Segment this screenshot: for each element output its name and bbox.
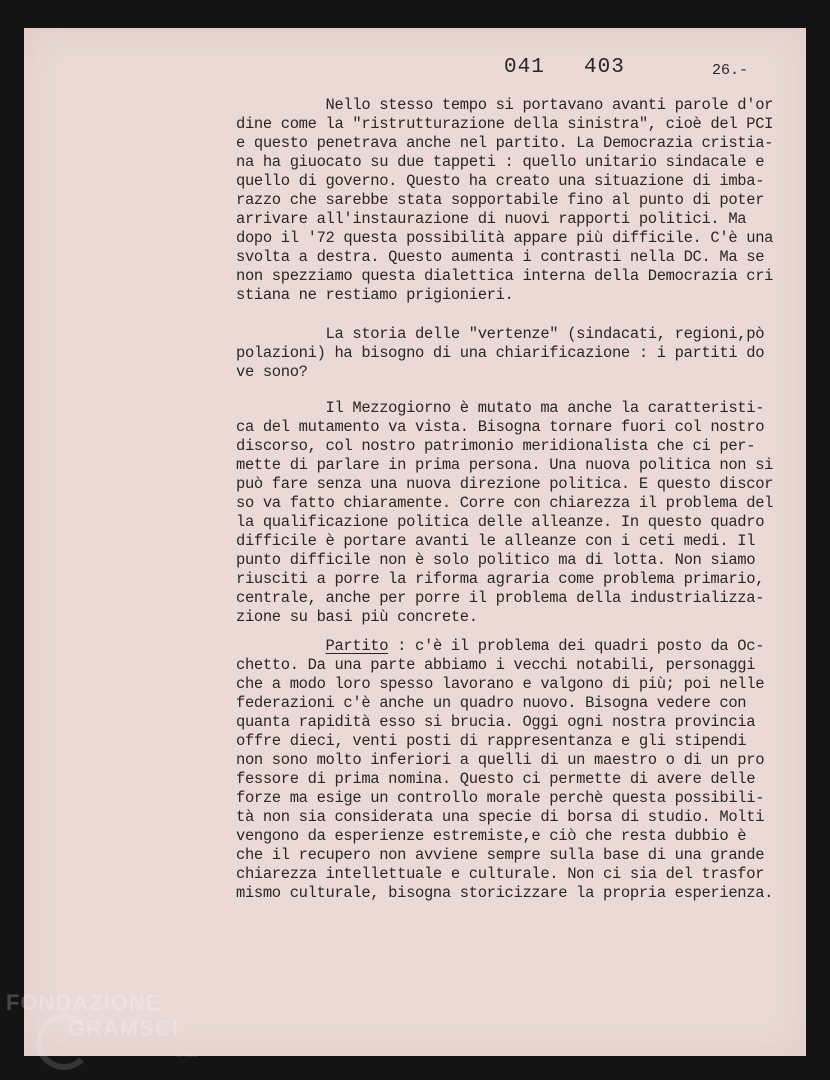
text-line: tà non sia considerata una specie di borsa di studio. Molti <box>236 808 765 826</box>
text-line: zione su basi più concrete. <box>236 608 478 626</box>
text-line: razzo che sarebbe stata sopportabile fino al punto di poter <box>236 191 765 209</box>
text-line: discorso, col nostro patrimonio meridionalista che ci per- <box>236 437 756 455</box>
text-line: riusciti a porre la riforma agraria come problema primario, <box>236 570 765 588</box>
text-line: non sono molto inferiori a quelli di un maestro o di un pro <box>236 751 765 769</box>
text-line: dopo il '72 questa possibilità appare più difficile. C'è una <box>236 229 774 247</box>
watermark-line-1: FONDAZIONE <box>6 990 162 1015</box>
text-line: la qualificazione politica delle alleanze. In questo quadro <box>236 513 765 531</box>
text-line: Il Mezzogiorno è mutato ma anche la caratteristi- <box>236 399 765 417</box>
text-line: quello di governo. Questo ha creato una situazione di imba- <box>236 172 765 190</box>
text-line: mette di parlare in prima persona. Una nuova politica non si <box>236 456 774 474</box>
watermark-line-2: GRAMSCI <box>68 1016 179 1041</box>
text-line: chiarezza intellettuale e culturale. Non ci sia del trasfor <box>236 865 765 883</box>
text-line: punto difficile non è solo politico ma di lotta. Non siamo <box>236 551 756 569</box>
page-number: 26.- <box>712 62 749 79</box>
text-line: ca del mutamento va vista. Bisogna tornare fuori col nostro <box>236 418 765 436</box>
document-number-suffix: 403 <box>584 56 625 79</box>
text-line: Partito : c'è il problema dei quadri posto da Oc- <box>325 637 765 655</box>
text-line: fessore di prima nomina. Questo ci permette di avere delle <box>236 770 756 788</box>
text-line: mismo culturale, bisogna storicizzare la propria esperienza. <box>236 884 774 902</box>
text-line: stiana ne restiamo prigionieri. <box>236 286 514 304</box>
text-line: so va fatto chiaramente. Corre con chiarezza il problema del <box>236 494 774 512</box>
text-line: non spezziamo questa dialettica interna della Democrazia cri <box>236 267 774 285</box>
watermark <box>6 990 179 1042</box>
text-line: na ha giuocato su due tappeti : quello unitario sindacale e <box>236 153 765 171</box>
text-line: La storia delle "vertenze" (sindacati, regioni,pò <box>236 325 765 343</box>
text-line: e questo penetrava anche nel partito. La Democrazia cristia- <box>236 134 774 152</box>
text-line: polazioni) ha bisogno di una chiarificazione : i partiti do <box>236 344 765 362</box>
text-line: svolta a destra. Questo aumenta i contrasti nella DC. Ma se <box>236 248 765 266</box>
text-line: dine come la "ristrutturazione della sinistra", cioè del PCI <box>236 115 774 133</box>
text-line: ve sono? <box>236 363 308 381</box>
text-line: quanta rapidità esso si brucia. Oggi ogni nostra provincia <box>236 713 756 731</box>
document-number-prefix: 041 <box>504 56 545 79</box>
text-line: che a modo loro spesso lavorano e valgono di più; poi nelle <box>236 675 765 693</box>
text-line: centrale, anche per porre il problema della industrializza- <box>236 589 765 607</box>
text-line: vengono da esperienze estremiste,e ciò che resta dubbio è <box>236 827 747 845</box>
text-line: arrivare all'instaurazione di nuovi rapporti politici. Ma <box>236 210 747 228</box>
text-line: federazioni c'è anche un quadro nuovo. Bisogna vedere con <box>236 694 747 712</box>
text-line: difficile è portare avanti le alleanze con i ceti medi. Il <box>236 532 756 550</box>
section-heading-partito: Partito <box>325 637 389 655</box>
text-line: che il recupero non avviene sempre sulla base di una grande <box>236 846 765 864</box>
text-line: Nello stesso tempo si portavano avanti parole d'or <box>236 96 774 114</box>
text-line: forze ma esige un controllo morale perchè questa possibili- <box>236 789 765 807</box>
text-line: può fare senza una nuova direzione politica. E questo discor <box>236 475 774 493</box>
text-line: chetto. Da una parte abbiamo i vecchi notabili, personaggi <box>236 656 756 674</box>
watermark-suffix: onlus <box>176 1049 198 1059</box>
text-line: offre dieci, venti posti di rappresentanza e gli stipendi <box>236 732 747 750</box>
